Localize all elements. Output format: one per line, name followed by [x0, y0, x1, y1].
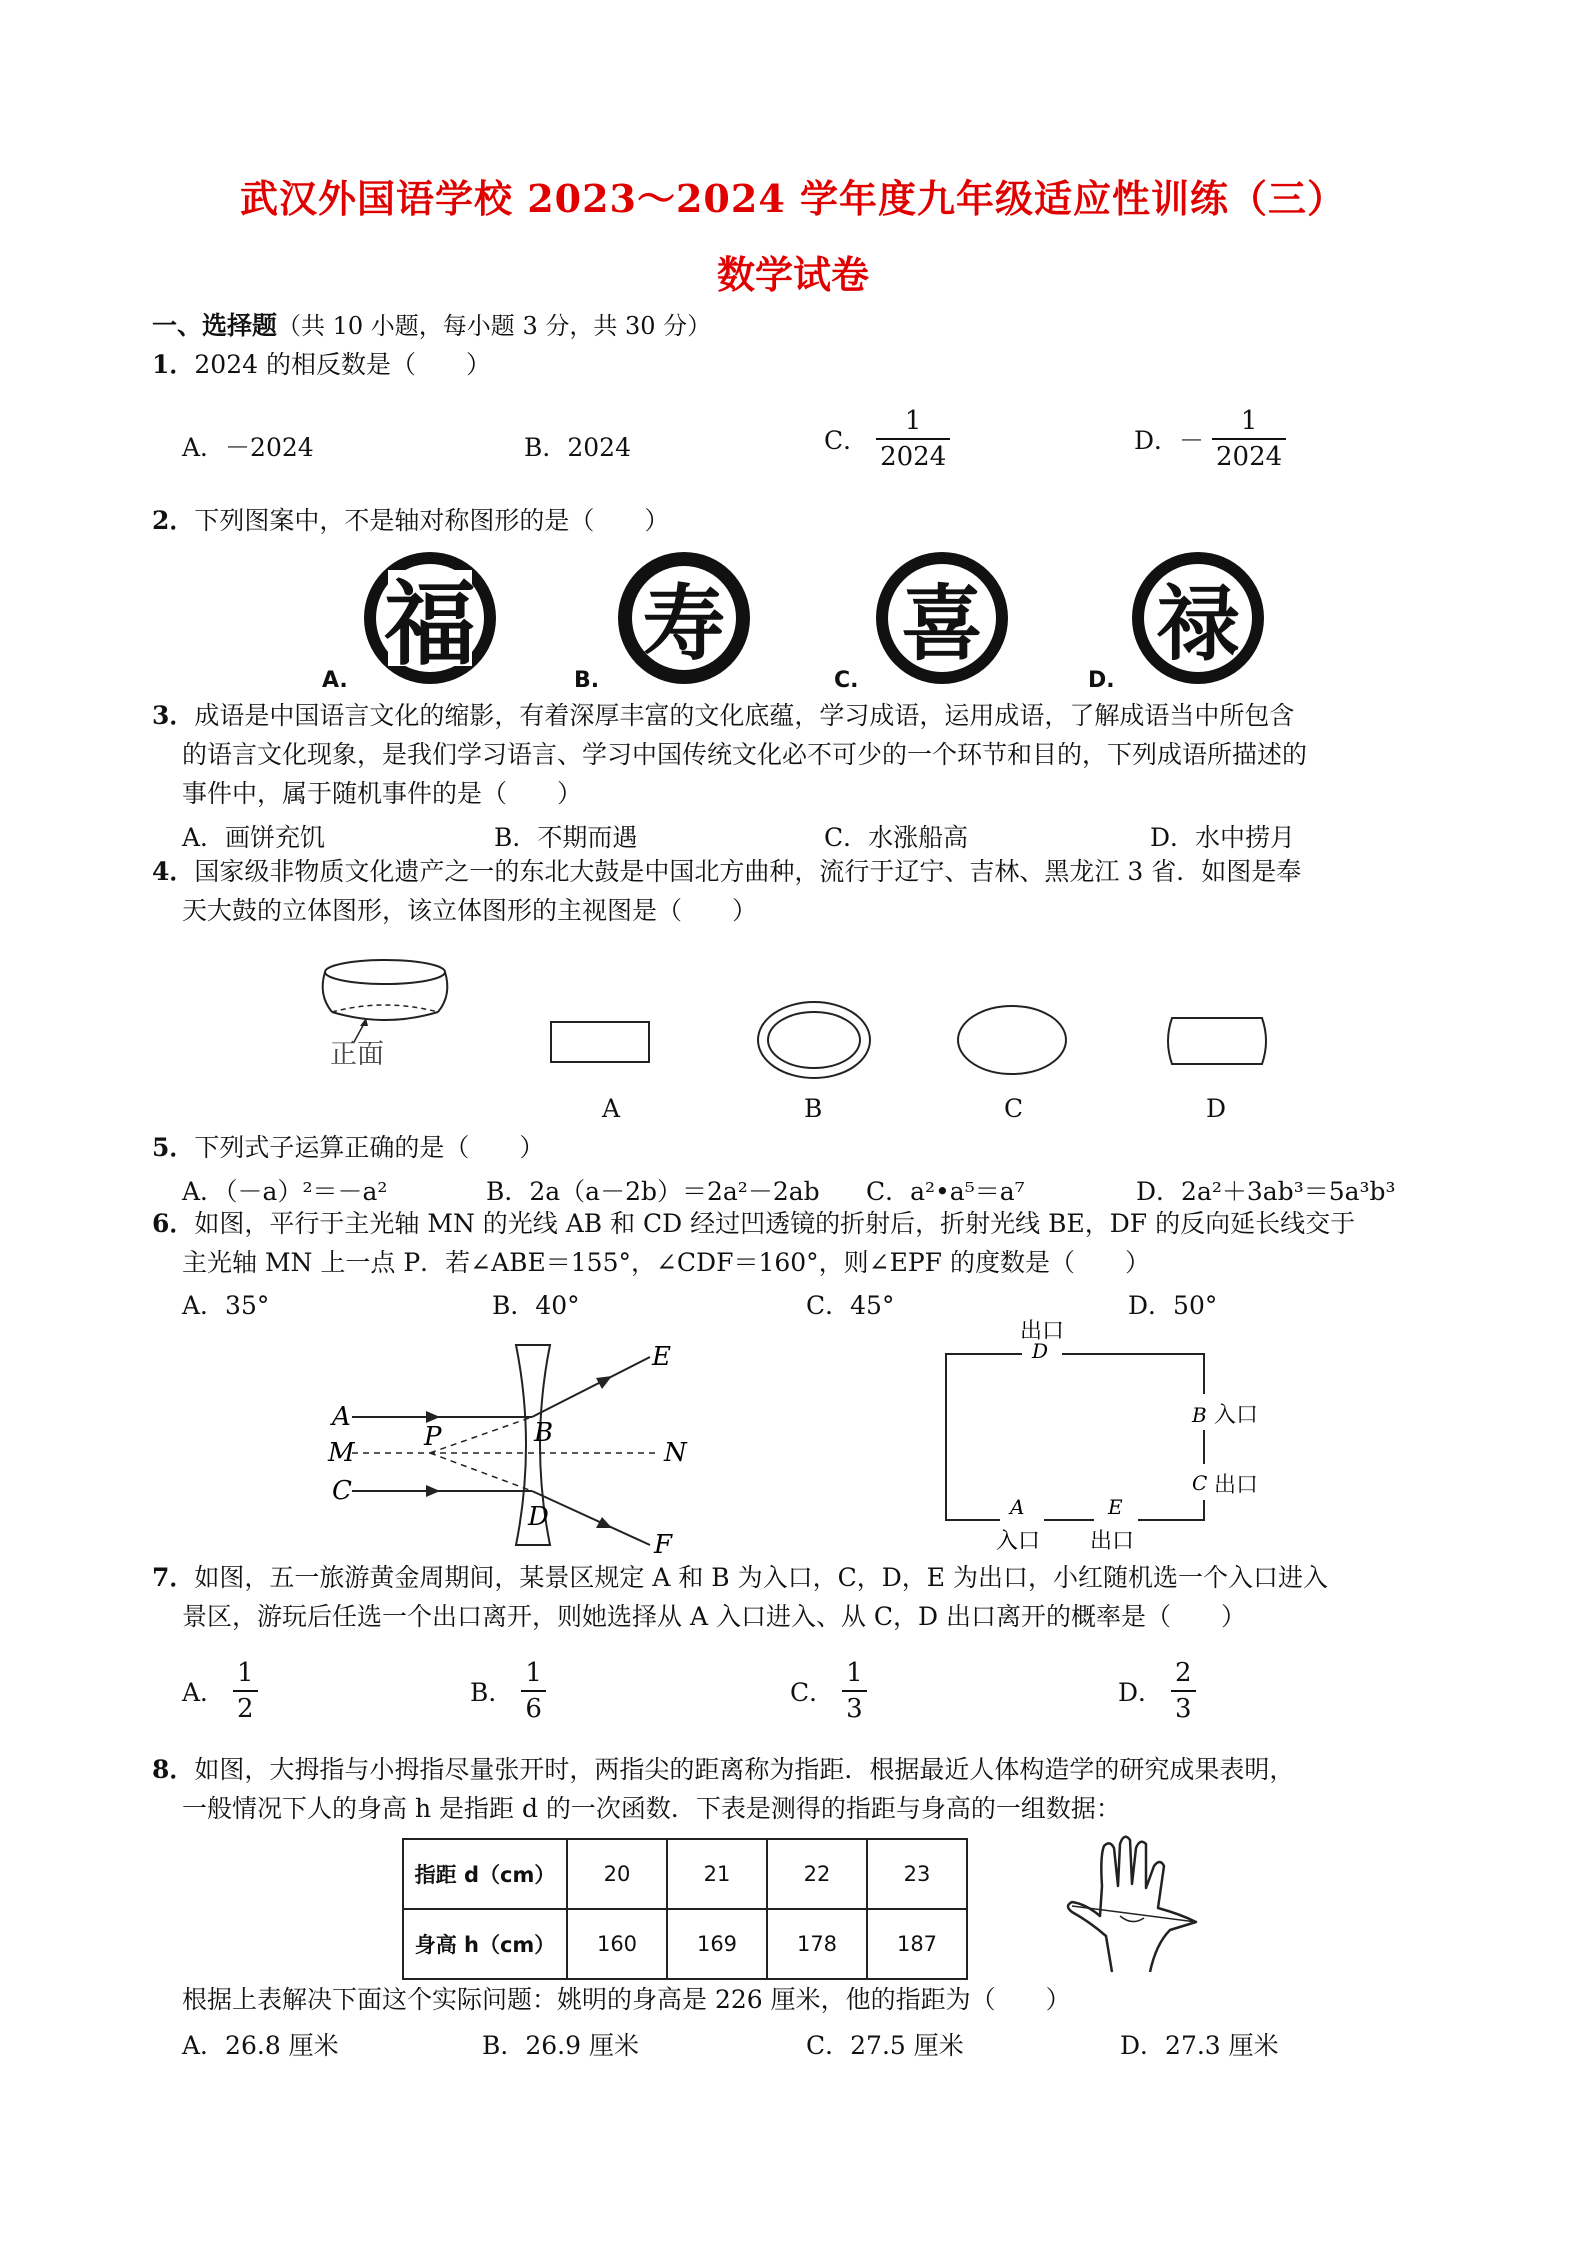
- table-cell: 23: [867, 1839, 967, 1909]
- table-header-height: 身高 h（cm）: [403, 1909, 567, 1979]
- q1-option-a: A．－2024: [182, 433, 314, 462]
- table-cell: 22: [767, 1839, 867, 1909]
- seal-shou-glyph: 寿: [642, 576, 726, 672]
- q5-option-b: B．2a（a－2b）＝2a²－2ab: [486, 1177, 820, 1206]
- q1-d-denominator: 2024: [1212, 438, 1286, 474]
- hand-sketch-image: [1060, 1826, 1210, 1976]
- question-2: [152, 503, 669, 539]
- map-a-label: A: [1010, 1495, 1025, 1519]
- q2-label-a: A.: [322, 668, 348, 693]
- q2-number: 2．: [152, 506, 195, 535]
- scenic-map-diagram: [930, 1318, 1230, 1558]
- q1-c-numerator: 1: [904, 406, 922, 436]
- q8-text-1: 如图，大拇指与小拇指尽量张开时，两指尖的距离称为指距．根据最近人体构造学的研究成果表明，: [194, 1755, 1295, 1784]
- q1-c-denominator: 2024: [876, 438, 950, 474]
- seal-shou-image: [614, 548, 754, 688]
- q7-option-b: [470, 1656, 546, 1726]
- seal-lu-image: [1128, 548, 1268, 688]
- map-entrance-right: 入口: [1214, 1403, 1259, 1428]
- q6-option-a: A．35°: [182, 1291, 270, 1320]
- q7-number: 7．: [152, 1563, 195, 1592]
- table-cell: 178: [767, 1909, 867, 1979]
- section-label: 一、选择题: [152, 311, 278, 340]
- map-e-label: E: [1108, 1495, 1123, 1519]
- point-a-label: A: [332, 1402, 351, 1432]
- q7-option-a: [182, 1656, 258, 1726]
- map-exit-top-label: 出口: [1020, 1319, 1065, 1344]
- q7-c-prefix: C．: [790, 1678, 835, 1707]
- q8-option-b: B．26.9 厘米: [482, 2031, 639, 2060]
- q7-d-fraction: [1171, 1656, 1196, 1726]
- q4-option-b-figure: [754, 998, 874, 1082]
- q7-line-1: [152, 1560, 1328, 1596]
- q7-c-numerator: 1: [846, 1658, 863, 1688]
- question-5: [152, 1130, 544, 1166]
- q1-c-prefix: C．: [824, 426, 869, 455]
- map-d-label: D: [1032, 1339, 1049, 1363]
- q7-b-prefix: B．: [470, 1678, 514, 1707]
- section-heading: [152, 308, 711, 344]
- seal-fu-image: [360, 548, 500, 688]
- q2-label-b: B.: [574, 668, 600, 693]
- q1-option-d: [1134, 404, 1286, 474]
- q7-b-numerator: 1: [525, 1658, 542, 1688]
- q4-label-a: A: [602, 1094, 621, 1123]
- q2-label-c: C.: [834, 668, 859, 693]
- q5-option-a: A．（－a）²＝－a²: [182, 1177, 388, 1206]
- q4-line-2: 天大鼓的立体图形，该立体图形的主视图是（ ）: [182, 896, 758, 925]
- seal-xi-image: [872, 548, 1012, 688]
- q7-text-1: 如图，五一旅游黄金周期间，某景区规定 A 和 B 为入口，C，D，E 为出口，小红随机选一个入口进入: [194, 1563, 1328, 1592]
- q4-option-a-figure: [548, 1018, 652, 1066]
- lens-diagram: [320, 1335, 700, 1555]
- point-p-label: P: [424, 1422, 442, 1452]
- table-row: [403, 1839, 967, 1909]
- q1-d-numerator: 1: [1240, 406, 1258, 436]
- question-1: [152, 347, 491, 383]
- q3-option-b: B．不期而遇: [494, 823, 638, 852]
- table-cell: 187: [867, 1909, 967, 1979]
- q1-d-prefix: D．－: [1134, 426, 1205, 455]
- span-height-table: [402, 1838, 968, 1980]
- q7-a-prefix: A．: [182, 1678, 226, 1707]
- q7-a-fraction: [233, 1656, 258, 1726]
- q4-line-1: [152, 854, 1301, 890]
- point-f-label: F: [654, 1530, 673, 1555]
- q8-line-3: 根据上表解决下面这个实际问题：姚明的身高是 226 厘米，他的指距为（ ）: [182, 1985, 1071, 2014]
- q1-c-fraction: [876, 404, 950, 474]
- q7-d-numerator: 2: [1175, 1658, 1192, 1688]
- q8-option-c: C．27.5 厘米: [806, 2031, 964, 2060]
- q6-line-2: 主光轴 MN 上一点 P．若∠ABE＝155°，∠CDF＝160°，则∠EPF 的度数是（ ）: [182, 1248, 1150, 1277]
- map-c-label: C: [1192, 1471, 1208, 1495]
- table-cell: 20: [567, 1839, 667, 1909]
- q3-line-1: [152, 698, 1294, 734]
- q3-number: 3．: [152, 701, 195, 730]
- q3-line-2: 的语言文化现象，是我们学习语言、学习中国传统文化必不可少的一个环节和目的，下列成语所描述的: [182, 740, 1308, 769]
- q5-text: 下列式子运算正确的是（ ）: [194, 1133, 545, 1162]
- page-subtitle: 数学试卷: [716, 252, 869, 297]
- q3-option-c: C．水涨船高: [824, 823, 969, 852]
- q1-option-c: [824, 404, 950, 474]
- seal-lu-glyph: 禄: [1156, 576, 1240, 672]
- q1-d-fraction: [1212, 404, 1286, 474]
- q1-number: 1．: [152, 350, 195, 379]
- q5-number: 5．: [152, 1133, 195, 1162]
- q7-option-c: [790, 1656, 867, 1726]
- point-m-label: M: [328, 1438, 355, 1468]
- q6-option-c: C．45°: [806, 1291, 895, 1320]
- point-b-label: B: [534, 1418, 554, 1448]
- q2-text: 下列图案中，不是轴对称图形的是（ ）: [194, 506, 670, 535]
- point-c-label: C: [332, 1476, 352, 1506]
- q4-number: 4．: [152, 857, 195, 886]
- table-cell: 160: [567, 1909, 667, 1979]
- map-exit-bottom-label: 出口: [1090, 1529, 1135, 1554]
- q5-option-d: D．2a²＋3ab³＝5a³b³: [1136, 1177, 1396, 1206]
- q4-label-d: D: [1206, 1094, 1227, 1123]
- seal-fu-glyph: 福: [383, 570, 477, 678]
- q7-b-fraction: [521, 1656, 546, 1726]
- q4-label-b: B: [804, 1094, 823, 1123]
- q8-option-d: D．27.3 厘米: [1120, 2031, 1279, 2060]
- table-row: [403, 1909, 967, 1979]
- q3-option-a: A．画饼充饥: [182, 823, 326, 852]
- q7-line-2: 景区，游玩后任选一个出口离开，则她选择从 A 入口进入、从 C，D 出口离开的概率是（ ）: [182, 1602, 1247, 1631]
- point-e-label: E: [652, 1342, 671, 1372]
- point-n-label: N: [664, 1438, 687, 1468]
- q4-option-d-figure: [1160, 1012, 1274, 1070]
- q7-d-denominator: 3: [1171, 1690, 1196, 1726]
- q8-number: 8．: [152, 1755, 195, 1784]
- q6-text-1: 如图，平行于主光轴 MN 的光线 AB 和 CD 经过凹透镜的折射后，折射光线 BE，DF 的反向延长线交于: [194, 1209, 1356, 1238]
- q3-line-3: 事件中，属于随机事件的是（ ）: [182, 779, 583, 808]
- q4-label-c: C: [1004, 1094, 1024, 1123]
- q3-text-1: 成语是中国语言文化的缩影，有着深厚丰富的文化底蕴，学习成语，运用成语，了解成语当中所包含: [194, 701, 1295, 730]
- q8-line-2: 一般情况下人的身高 h 是指距 d 的一次函数．下表是测得的指距与身高的一组数据：: [182, 1794, 1121, 1823]
- q3-option-d: D．水中捞月: [1150, 823, 1296, 852]
- q8-line-1: [152, 1752, 1294, 1788]
- section-note: （共 10 小题，每小题 3 分，共 30 分）: [277, 312, 712, 340]
- q7-option-d: [1118, 1656, 1196, 1726]
- q6-option-b: B．40°: [492, 1291, 580, 1320]
- q7-b-denominator: 6: [521, 1690, 546, 1726]
- seal-xi-glyph: 喜: [900, 576, 984, 672]
- q1-option-b: B．2024: [524, 433, 631, 462]
- q6-number: 6．: [152, 1209, 195, 1238]
- q7-d-prefix: D．: [1118, 1678, 1164, 1707]
- q7-c-fraction: [842, 1656, 867, 1726]
- q2-label-d: D.: [1088, 668, 1115, 693]
- q7-a-denominator: 2: [233, 1690, 258, 1726]
- q4-text-1: 国家级非物质文化遗产之一的东北大鼓是中国北方曲种，流行于辽宁、吉林、黑龙江 3 省．如图是奉: [194, 857, 1302, 886]
- point-d-label: D: [528, 1502, 549, 1532]
- front-label: 正面: [330, 1039, 384, 1070]
- table-cell: 21: [667, 1839, 767, 1909]
- table-cell: 169: [667, 1909, 767, 1979]
- table-header-span: 指距 d（cm）: [403, 1839, 567, 1909]
- map-b-label: B: [1192, 1403, 1207, 1427]
- q7-a-numerator: 1: [237, 1658, 254, 1688]
- q4-option-c-figure: [954, 1002, 1070, 1078]
- page-title: 武汉外国语学校 2023～2024 学年度九年级适应性训练（三）: [240, 176, 1346, 221]
- map-exit-right: 出口: [1214, 1473, 1259, 1498]
- q6-option-d: D．50°: [1128, 1291, 1218, 1320]
- q5-option-c: C．a²•a⁵＝a⁷: [866, 1177, 1025, 1206]
- q8-option-a: A．26.8 厘米: [182, 2031, 339, 2060]
- q1-text: 2024 的相反数是（ ）: [194, 350, 491, 379]
- q6-line-1: [152, 1206, 1355, 1242]
- q7-c-denominator: 3: [842, 1690, 867, 1726]
- map-entrance-bottom-label: 入口: [996, 1529, 1041, 1554]
